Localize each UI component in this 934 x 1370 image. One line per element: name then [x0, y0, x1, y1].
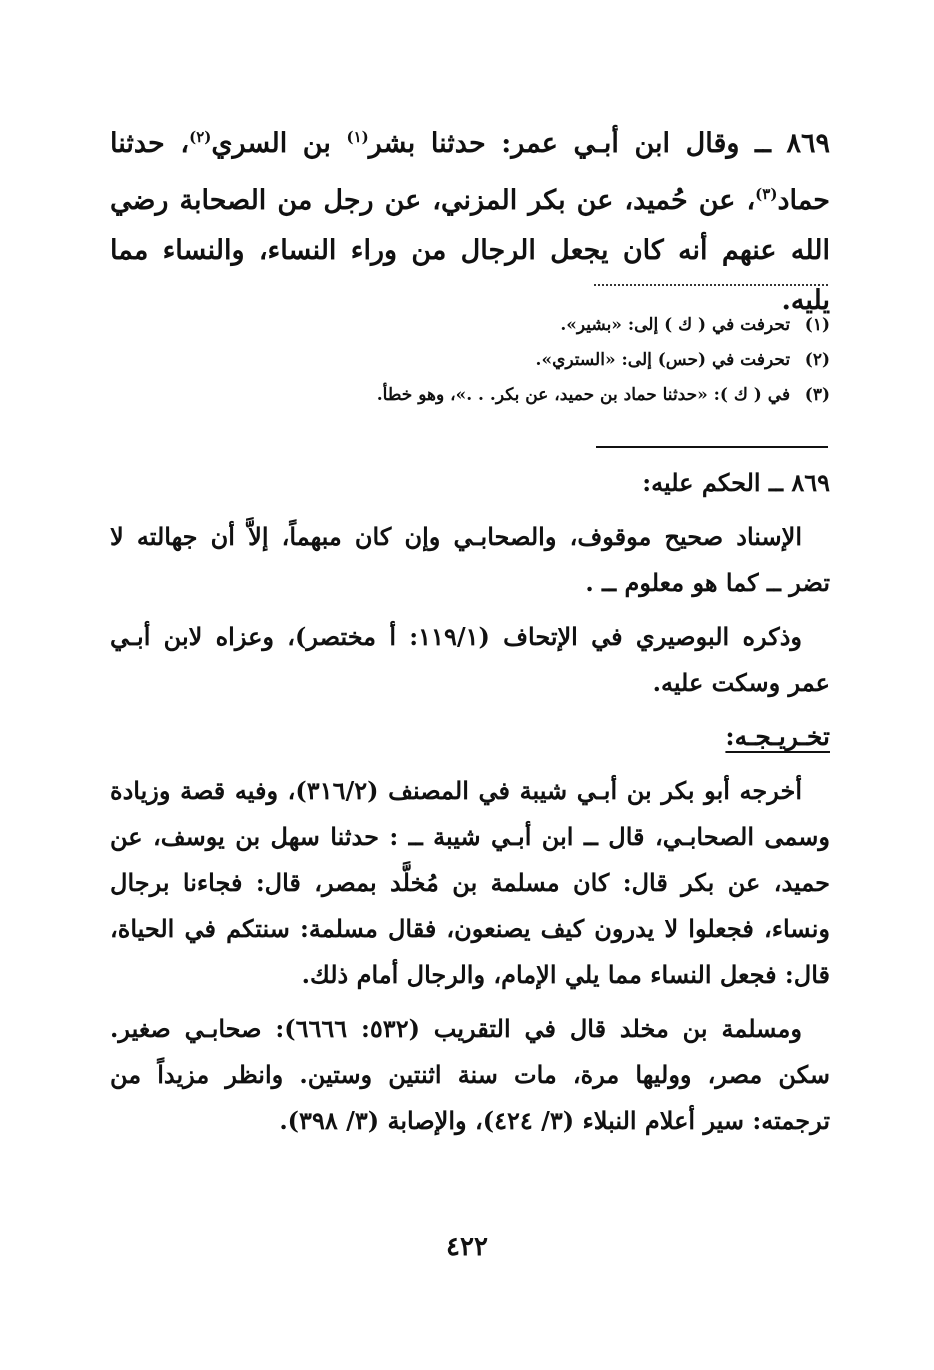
takhrij-paragraph-1: أخرجه أبو بكر بن أبـي شيبة في المصنف (٣١٦/٢)، وفيه قصة وزيادة وسمى الصحابـي، قال ــ ابن أبـي شيبة ــ : حدثنا سهل بن يوسف، عن حميد، عن بكر قال: كان مسلمة بن مُخلَّد بمصر، قال: فجاءنا برجال ونساء، فجعلوا لا يدرون كيف يصنعون، فقال مسلمة: سنتكم في الحياة، قال: فجعل النساء مما يلي الإمام، والرجال أمام ذلك. [110, 776, 830, 989]
footnote-text: تحرفت في (حس) إلى: «الستري». [535, 350, 791, 370]
footnote-item [250, 378, 830, 413]
footnote-text: في ( ك ): «حدثنا حماد بن حميد، عن بكر. . .»، وهو خطأ. [376, 385, 791, 405]
footnote-separator [594, 284, 828, 292]
footnote-ref-1[interactable]: (١) [346, 128, 369, 146]
footnote-number: (١) [804, 315, 830, 335]
ruling-heading: ٨٦٩ ــ الحكم عليه: [642, 468, 830, 497]
hadith-text-part2: بن السري [211, 128, 347, 159]
footnote-text: تحرفت في ( ك ) إلى: «بشير». [560, 315, 791, 335]
hadith-text [110, 112, 830, 326]
ruling-paragraph-2: وذكره البوصيري في الإتحاف (١١٩/١: أ مختصر)، وعزاه لابن أبـي عمر وسكت عليه. [110, 622, 830, 697]
hadith-text-part4: ، عن حُميد، عن بكر المزني، عن رجل من الصحابة رضي الله عنهم أنه كان يجعل الرجال من وراء النساء، والنساء مما يليه. [110, 185, 830, 316]
takhrij-heading: تخـريـجـه: [725, 722, 830, 751]
page-number: ٤٢٢ [446, 1232, 488, 1262]
footnote-number: (٣) [804, 385, 830, 405]
footnote-item [250, 343, 830, 378]
section-divider [596, 446, 828, 448]
commentary [110, 460, 830, 1152]
footnote-ref-2[interactable]: (٢) [189, 128, 212, 146]
footnotes [250, 308, 830, 413]
ruling-paragraph-1: الإسناد صحيح موقوف، والصحابـي وإن كان مبهماً، إلاَّ أن جهالته لا تضر ــ كما هو معلوم ــ . [110, 522, 830, 597]
hadith-text-part3: ، حدثنا حماد [110, 128, 830, 216]
footnote-item [250, 308, 830, 343]
takhrij-paragraph-2: ومسلمة بن مخلد قال في التقريب (٥٣٢: ٦٦٦٦): صحابـي صغير. سكن مصر، ووليها مرة، مات سنة اثنتين وستين. وانظر مزيداً من ترجمته: سير أعلام النبلاء (٣/ ٤٢٤)، والإصابة (٣/ ٣٩٨). [110, 1014, 830, 1135]
footnote-number: (٢) [804, 350, 830, 370]
hadith-text-part1: ٨٦٩ ــ وقال ابن أبـي عمر: حدثنا بشر [368, 128, 830, 159]
footnote-ref-3[interactable]: (٣) [755, 185, 778, 203]
